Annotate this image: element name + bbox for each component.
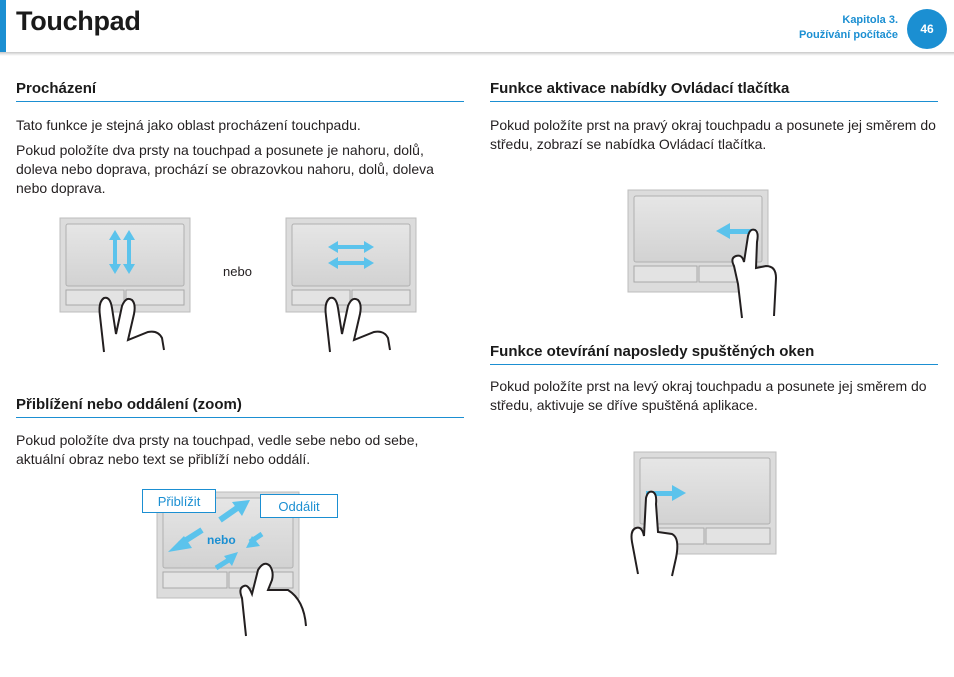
- chapter-label: [799, 13, 898, 43]
- page-number-badge: 46: [907, 9, 947, 49]
- zoom-out-callout: Oddálit: [260, 494, 338, 518]
- section-title-charms: Funkce aktivace nabídky Ovládací tlačítka: [490, 80, 938, 102]
- zoom-in-callout: Přiblížit: [142, 489, 216, 513]
- page-title: Touchpad: [16, 6, 141, 36]
- zoom-paragraph-1: Pokud položíte dva prsty na touchpad, vedle sebe nebo od sebe, aktuální obraz nebo text se přiblíží nebo oddálí.: [16, 432, 419, 467]
- page-accent-bar: [0, 0, 6, 52]
- or-label-zoom: nebo: [207, 533, 236, 547]
- right-edge-swipe-illustration: [626, 188, 786, 320]
- chapter-name: Používání počítače: [798, 29, 898, 41]
- vertical-scroll-illustration: [58, 216, 198, 356]
- browse-paragraph-1: Tato funkce je stejná jako oblast procházení touchpadu.: [16, 117, 361, 133]
- section-title-browse: Procházení: [16, 80, 464, 102]
- browse-paragraph-2: Pokud položíte dva prsty na touchpad a posunete je nahoru, dolů, doleva nebo doprava, prochází se obrazovkou nahoru, dolů, doleva nebo doprava.: [16, 142, 434, 196]
- horizontal-scroll-illustration: [284, 216, 424, 356]
- chapter-number: Kapitola 3.: [842, 14, 898, 26]
- section-title-recent: Funkce otevírání naposledy spuštěných oken: [490, 343, 938, 365]
- left-edge-swipe-illustration: [628, 450, 788, 582]
- recent-paragraph-1: Pokud položíte prst na levý okraj touchpadu a posunete jej směrem do středu, aktivuje se dříve spuštěná aplikace.: [490, 378, 927, 413]
- header-divider: [0, 52, 954, 56]
- charms-paragraph-1: Pokud položíte prst na pravý okraj touchpadu a posunete jej směrem do středu, zobrazí se nabídka Ovládací tlačítka.: [490, 117, 936, 152]
- section-title-zoom: Přiblížení nebo oddálení (zoom): [16, 396, 464, 418]
- or-label-browse: nebo: [223, 264, 252, 279]
